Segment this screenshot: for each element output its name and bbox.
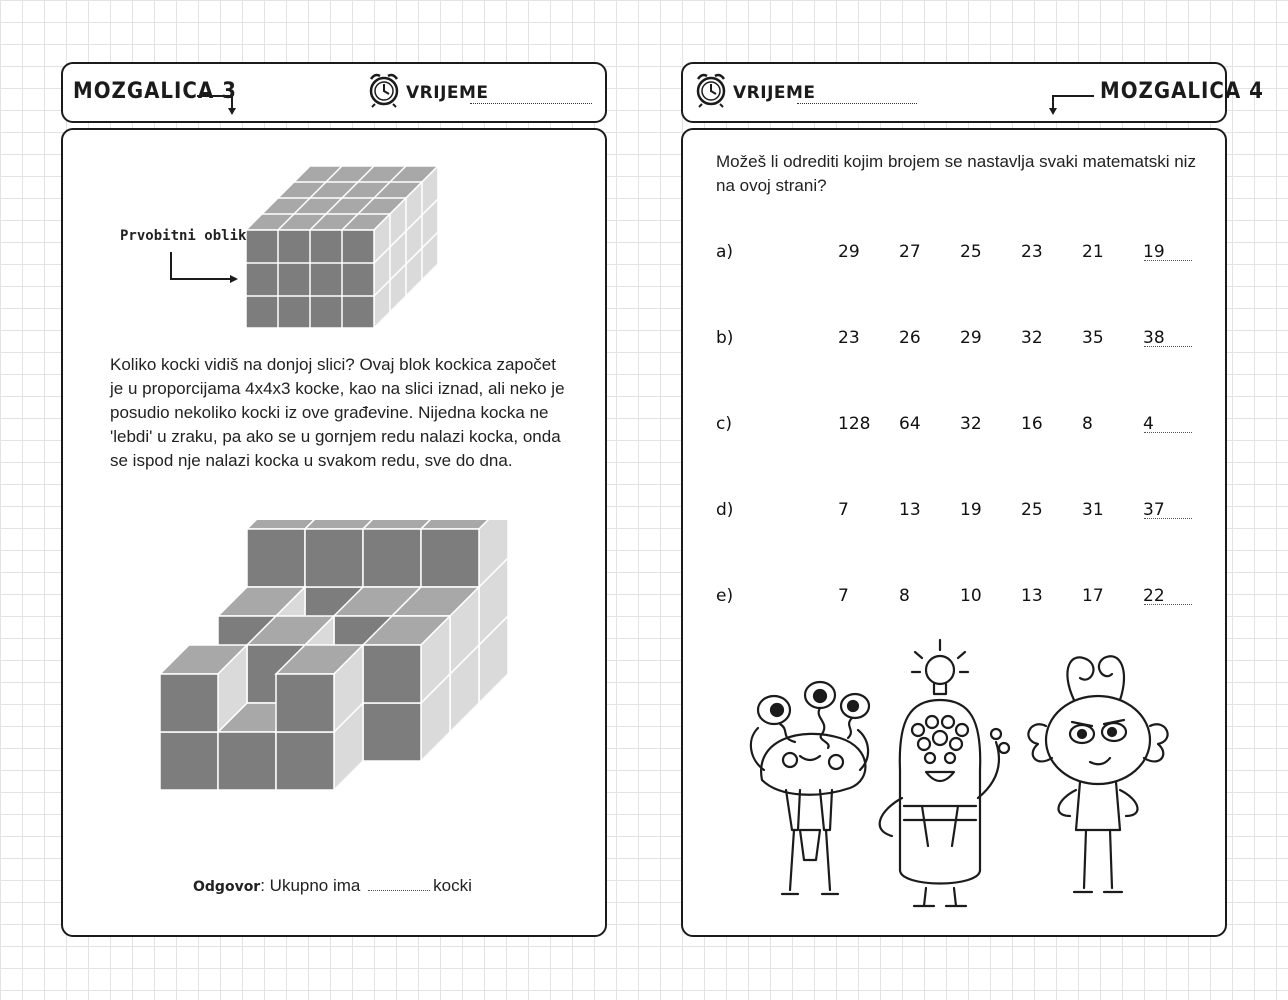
answer-suffix: kocki xyxy=(433,876,472,895)
sequence-value: 31 xyxy=(1082,500,1104,520)
sequence-answer-input[interactable] xyxy=(1144,432,1192,433)
arrow-down-icon xyxy=(195,90,241,118)
cube-front-face xyxy=(276,674,334,732)
sequence-value: 25 xyxy=(960,242,982,262)
cube-front-face xyxy=(247,529,305,587)
original-shape-arrow xyxy=(166,250,242,286)
cube-front-face xyxy=(160,674,218,732)
sequence-row xyxy=(716,242,1196,268)
time-label: VRIJEME xyxy=(733,83,816,103)
left-page-title: MOZGALICA 3 xyxy=(73,79,237,104)
question-text xyxy=(716,150,1196,198)
sequence-value: 32 xyxy=(960,414,982,434)
sequence-value: 8 xyxy=(1082,414,1093,434)
sequence-value: 8 xyxy=(899,586,910,606)
sequence-value: 38 xyxy=(1143,328,1165,348)
sequence-label: d) xyxy=(716,500,734,520)
sequence-answer-input[interactable] xyxy=(1144,604,1192,605)
sequence-row xyxy=(716,414,1196,440)
sequence-row xyxy=(716,586,1196,612)
time-input-line[interactable] xyxy=(470,103,592,104)
question-line: Možeš li odrediti kojim brojem se nastavlja svaki matematski niz xyxy=(716,152,1196,171)
sequence-value: 128 xyxy=(838,414,871,434)
sequence-answer-input[interactable] xyxy=(1144,346,1192,347)
sequence-answer-input[interactable] xyxy=(1144,518,1192,519)
answer-text: : Ukupno ima xyxy=(260,876,361,895)
cube-front-face xyxy=(305,529,363,587)
cube-front-face xyxy=(218,732,276,790)
sequence-value: 19 xyxy=(1143,242,1165,262)
cube-front-face xyxy=(276,732,334,790)
sequence-label: c) xyxy=(716,414,732,434)
sequence-row xyxy=(716,328,1196,354)
sequence-label: e) xyxy=(716,586,734,606)
alarm-clock-icon xyxy=(366,70,402,108)
answer-label: Odgovor xyxy=(193,879,261,895)
cube-front-face xyxy=(363,703,421,761)
sequence-value: 37 xyxy=(1143,500,1165,520)
cube-front-face xyxy=(363,645,421,703)
sequence-value: 4 xyxy=(1143,414,1154,434)
puzzle-cube-structure xyxy=(150,520,530,830)
answer-input[interactable] xyxy=(368,890,430,891)
answer-line xyxy=(193,874,493,899)
sequence-value: 29 xyxy=(838,242,860,262)
question-line: na ovoj strani? xyxy=(716,176,827,195)
sequence-row xyxy=(716,500,1196,526)
arrow-down-icon xyxy=(1046,90,1096,118)
original-shape-label: Prvobitni oblik xyxy=(120,228,247,244)
cube-front-face xyxy=(160,732,218,790)
sequence-value: 19 xyxy=(960,500,982,520)
sequence-label: a) xyxy=(716,242,734,262)
monster-right xyxy=(1028,656,1167,892)
original-cube-block xyxy=(240,160,445,335)
monster-middle xyxy=(880,640,1009,906)
right-page-title: MOZGALICA 4 xyxy=(1100,79,1264,104)
sequence-value: 27 xyxy=(899,242,921,262)
sequence-value: 16 xyxy=(1021,414,1043,434)
monsters-illustration xyxy=(740,630,1210,910)
sequence-value: 21 xyxy=(1082,242,1104,262)
sequence-value: 13 xyxy=(1021,586,1043,606)
paragraph-line: 'lebdi' u zraku, pa ako se u gornjem redu nalazi kocka, onda xyxy=(110,427,561,446)
paragraph-line: je u proporcijama 4x4x3 kocke, kao na slici iznad, ali neko je xyxy=(110,379,565,398)
sequence-value: 17 xyxy=(1082,586,1104,606)
sequence-value: 32 xyxy=(1021,328,1043,348)
paragraph-line: Koliko kocki vidiš na donjoj slici? Ovaj blok kockica započet xyxy=(110,355,556,374)
sequence-value: 25 xyxy=(1021,500,1043,520)
time-input-line[interactable] xyxy=(797,103,917,104)
sequence-value: 10 xyxy=(960,586,982,606)
time-label: VRIJEME xyxy=(406,83,489,103)
sequence-value: 23 xyxy=(838,328,860,348)
sequence-value: 7 xyxy=(838,586,849,606)
sequence-value: 23 xyxy=(1021,242,1043,262)
sequence-label: b) xyxy=(716,328,734,348)
cube-front-face xyxy=(363,529,421,587)
sequence-value: 13 xyxy=(899,500,921,520)
sequence-value: 29 xyxy=(960,328,982,348)
monster-left xyxy=(751,682,869,894)
sequence-answer-input[interactable] xyxy=(1144,260,1192,261)
alarm-clock-icon xyxy=(693,70,729,108)
sequence-value: 26 xyxy=(899,328,921,348)
paragraph-line: posudio nekoliko kocki iz ove građevine. Nijedna kocka ne xyxy=(110,403,549,422)
sequence-value: 22 xyxy=(1143,586,1165,606)
paragraph-line: se ispod nje nalazi kocka u svakom redu, sve do dna. xyxy=(110,451,513,470)
cube-front-face xyxy=(421,529,479,587)
sequence-value: 64 xyxy=(899,414,921,434)
sequence-value: 35 xyxy=(1082,328,1104,348)
sequence-value: 7 xyxy=(838,500,849,520)
puzzle-description xyxy=(110,353,590,473)
